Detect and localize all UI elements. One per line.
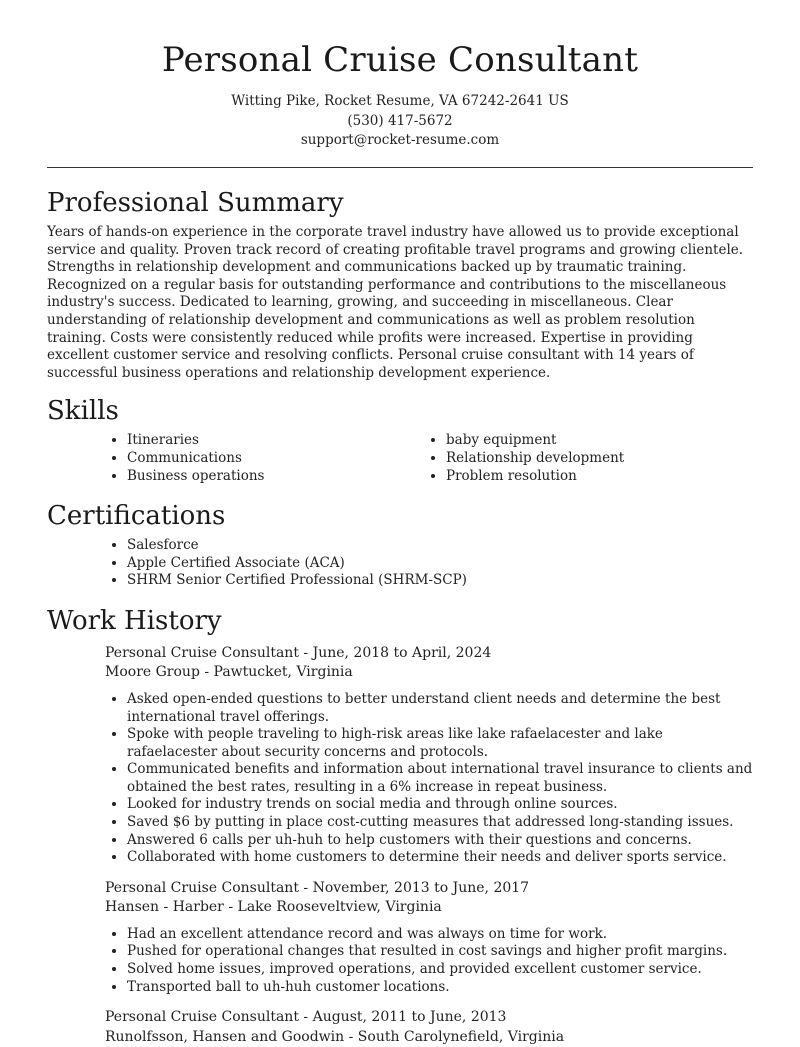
summary-text: Years of hands-on experience in the corporate travel industry have allowed us to provide exceptional service and quality. Proven track record of creating profitable travel programs and growing clientele. Strengths in relationship development and communications backed up by traumatic training. Recognized on a regular basis for outstanding performance and contributions to the miscellaneous industry's success. Dedicated to learning, growing, and succeeding in miscellaneous. Clear understanding of relationship development and communications as well as problem resolution training. Costs were consistently reduced while profits were increased. Expertise in providing excellent customer service and resolving conflicts. Personal cruise consultant with 14 years of successful business operations and relationship development experience. <box>47 224 744 381</box>
job-bullet: • Had an excellent attendance record and was always on time for work. <box>127 926 753 944</box>
job-bullet: • Looked for industry trends on social media and through online sources. <box>127 796 753 814</box>
header-divider <box>47 167 753 168</box>
skill-item: • Business operations <box>127 468 424 486</box>
job-company-line: Moore Group - Pawtucket, Virginia <box>105 664 353 681</box>
job-title: Personal Cruise Consultant <box>105 644 299 661</box>
resume-header <box>0 0 800 151</box>
job-title: Personal Cruise Consultant <box>105 1009 299 1026</box>
job-bullet: • Spoke with people traveling to high-risk areas like lake rafaelacester and lake rafaelacester about security concerns and protocols. <box>127 726 753 761</box>
job-bullet: • Answered 6 calls per uh-huh to help customers with their questions and concerns. <box>127 832 753 850</box>
job-location: South Carolynefield, Virginia <box>357 1028 565 1045</box>
skill-item: • baby equipment <box>446 432 743 450</box>
skills-column-right <box>424 432 743 485</box>
job-title-line: Personal Cruise Consultant - August, 2011 to June, 2013 <box>105 1009 507 1026</box>
job-title: Personal Cruise Consultant <box>105 879 299 896</box>
summary-heading: Professional Summary <box>47 188 344 218</box>
candidate-name: Personal Cruise Consultant <box>161 40 639 80</box>
skills-heading: Skills <box>47 396 119 427</box>
job-company: Hansen - Harber <box>105 899 224 916</box>
contact-email: support@rocket-resume.com <box>300 132 500 148</box>
job-dates: June, 2018 to April, 2024 <box>312 644 492 661</box>
job-bullets <box>105 926 753 996</box>
job-bullet: • Solved home issues, improved operations, and provided excellent customer service. <box>127 961 753 979</box>
job-entry-1 <box>105 644 753 867</box>
certification-item: • SHRM Senior Certified Professional (SHRM-SCP) <box>127 572 753 590</box>
work-history-heading: Work History <box>47 605 222 636</box>
job-bullet: • Saved $6 by putting in place cost-cutting measures that addressed long-standing issues. <box>127 814 753 832</box>
skill-item: • Communications <box>127 450 424 468</box>
skill-item: • Problem resolution <box>446 468 743 486</box>
certifications-list <box>105 537 753 590</box>
job-location: Lake Rooseveltview, Virginia <box>237 899 442 916</box>
job-entry-2 <box>105 879 753 996</box>
contact-address: Witting Pike, Rocket Resume, VA 67242-2641 US <box>231 93 569 109</box>
job-title-line: Personal Cruise Consultant - June, 2018 to April, 2024 <box>105 644 492 661</box>
job-location: Pawtucket, Virginia <box>213 664 353 681</box>
job-company: Runolfsson, Hansen and Goodwin <box>105 1028 345 1045</box>
job-bullet: • Asked open-ended questions to better understand client needs and determine the best international travel offerings. <box>127 691 753 726</box>
job-dates: August, 2011 to June, 2013 <box>312 1009 507 1026</box>
job-bullet: • Pushed for operational changes that resulted in cost savings and higher profit margins. <box>127 943 753 961</box>
skills-list <box>105 430 753 485</box>
job-company-line: Runolfsson, Hansen and Goodwin - South Carolynefield, Virginia <box>105 1028 565 1045</box>
job-bullet: • Transported ball to uh-huh customer locations. <box>127 979 753 997</box>
job-entry-3 <box>105 1008 753 1047</box>
certification-item: • Salesforce <box>127 537 753 555</box>
certifications-heading: Certifications <box>47 501 226 532</box>
skill-item: • Relationship development <box>446 450 743 468</box>
job-company: Moore Group <box>105 664 200 681</box>
job-bullets <box>105 691 753 867</box>
job-title-line: Personal Cruise Consultant - November, 2013 to June, 2017 <box>105 879 530 896</box>
job-company-line: Hansen - Harber - Lake Rooseveltview, Virginia <box>105 899 442 916</box>
contact-info <box>0 92 800 151</box>
job-bullet: • Collaborated with home customers to determine their needs and deliver sports service. <box>127 849 753 867</box>
job-bullet: • Communicated benefits and information about international travel insurance to clients and obtained the best rates, resulting in a 6% increase in repeat business. <box>127 761 753 796</box>
skills-column-left <box>105 432 424 485</box>
skill-item: • Itineraries <box>127 432 424 450</box>
contact-phone: (530) 417-5672 <box>347 112 453 129</box>
resume-content <box>47 184 753 1047</box>
certification-item: • Apple Certified Associate (ACA) <box>127 555 753 573</box>
job-dates: November, 2013 to June, 2017 <box>312 879 530 896</box>
